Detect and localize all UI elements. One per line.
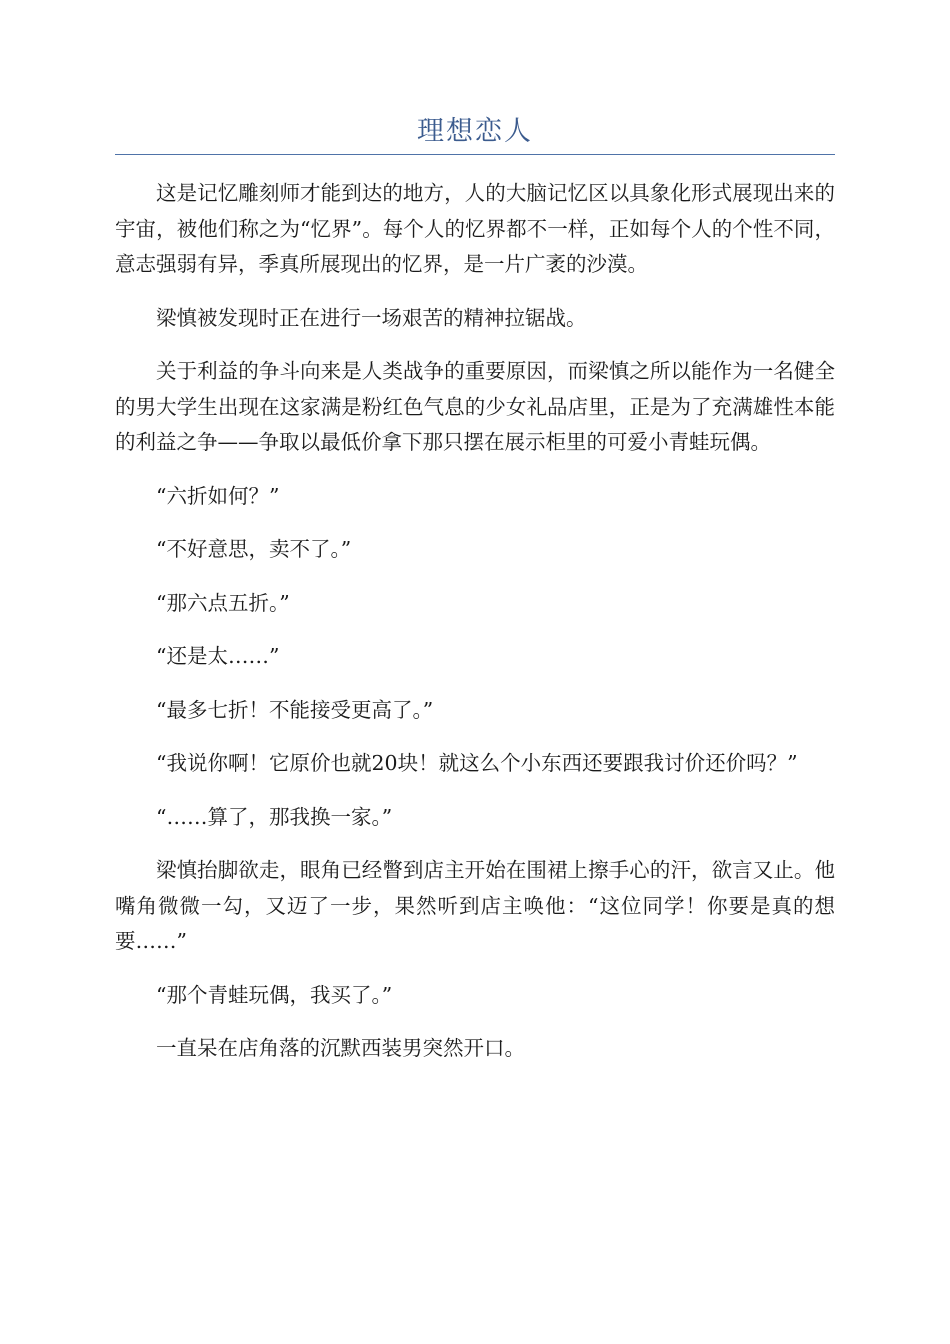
paragraph: 一直呆在店角落的沉默西装男突然开口。	[156, 1036, 525, 1060]
paragraph: “最多七折！不能接受更高了。”	[156, 697, 434, 722]
paragraph: “还是太……”	[156, 644, 280, 668]
paragraph: “不好意思，卖不了。”	[156, 537, 352, 561]
document-title: 理想恋人	[417, 116, 533, 147]
paragraph: “六折如何？”	[156, 483, 280, 508]
paragraph: “那个青蛙玩偶，我买了。”	[156, 982, 393, 1007]
paragraph: 关于利益的争斗向来是人类战争的重要原因，而梁慎之所以能作为一名健全的男大学生出现在这家满是粉红色气息的少女礼品店里，正是为了充满雄性本能的利益之争——争取以最低价拿下那只摆在展示柜里的可爱小青蛙玩偶。	[115, 359, 835, 454]
paragraph: 梁慎被发现时正在进行一场艰苦的精神拉锯战。	[156, 305, 587, 330]
paragraph: “……算了，那我换一家。”	[156, 804, 393, 829]
paragraph: “那六点五折。”	[156, 590, 290, 615]
paragraph: 这是记忆雕刻师才能到达的地方，人的大脑记忆区以具象化形式展现出来的宇宙，被他们称之为“忆界”。每个人的忆界都不一样，正如每个人的个性不同，意志强弱有异，季真所展现出的忆界，是一片广袤的沙漠。	[115, 181, 835, 276]
title-divider	[115, 154, 835, 155]
paragraph: “我说你啊！它原价也就20块！就这么个小东西还要跟我讨价还价吗？”	[156, 751, 798, 775]
paragraph: 梁慎抬脚欲走，眼角已经瞥到店主开始在围裙上擦手心的汗，欲言又止。他嘴角微微一勾，又迈了一步，果然听到店主唤他：“这位同学！你要是真的想要……”	[115, 858, 835, 953]
document-body	[115, 176, 835, 1085]
